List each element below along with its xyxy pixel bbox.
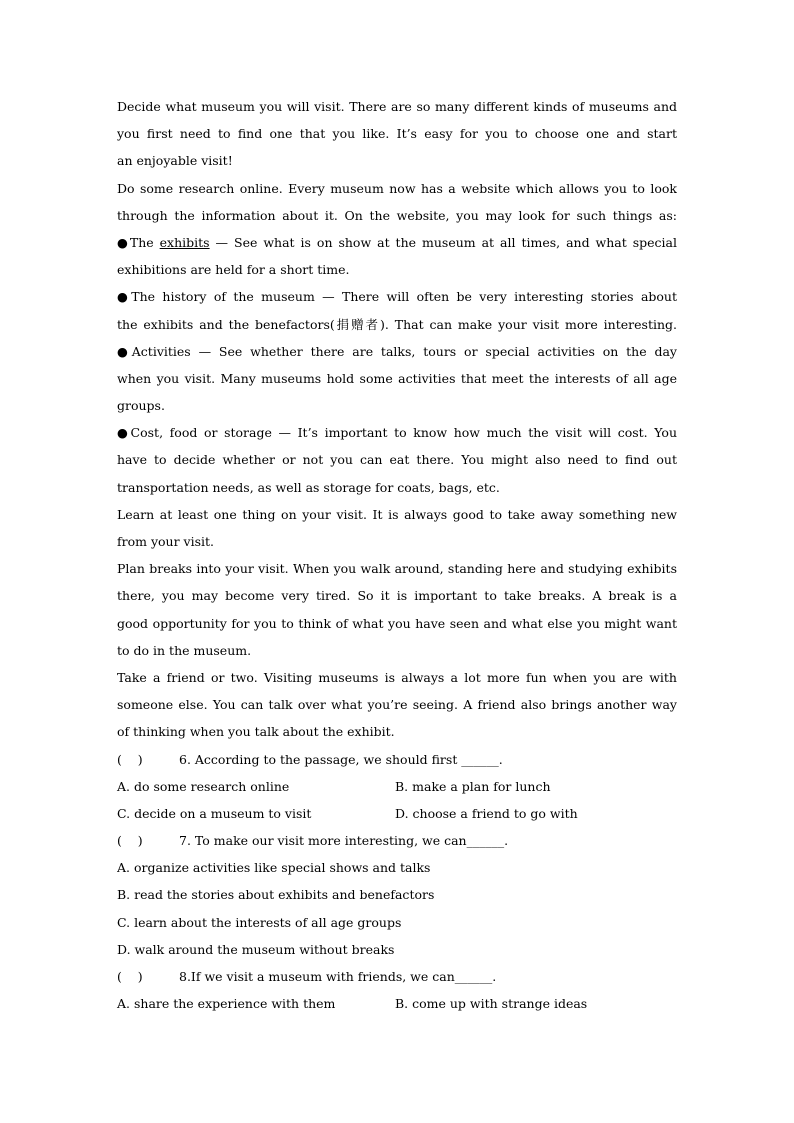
option-a[interactable]: A. organize activities like special shows and talks [117,860,431,876]
passage-line: to do in the museum. [117,642,252,658]
passage-line: someone else. You can talk over what you’re seeing. A friend also brings another way [117,697,677,713]
passage-line: from your visit. [117,534,215,549]
passage-line: of thinking when you talk about the exhibit. [117,724,395,740]
options-row [117,990,677,1017]
underlined-word-exhibits: exhibits [159,234,210,250]
passage-line: groups. [117,398,165,414]
bullet-activities: ●Activities — See whether there are talks, tours or special activities on the day [117,343,677,359]
document-page [117,93,677,1017]
passage-line: Do some research online. Every museum now has a website which allows you to look [117,180,677,196]
passage-line: the exhibits and the benefactors(捐赠者). That can make your visit more interesting. [117,316,677,332]
bullet-rest: — See what is on show at the museum at all times, and what special [209,234,677,250]
passage-line: when you visit. Many museums hold some activities that meet the interests of all age [117,370,677,386]
bullet-cost: ●Cost, food or storage — It’s important to know how much the visit will cost. You [117,425,677,441]
passage-line: exhibitions are held for a short time. [117,262,350,278]
passage-line: there, you may become very tired. So it is important to take breaks. A break is a [117,588,677,604]
option-a[interactable]: A. do some research online [117,778,290,794]
option-d[interactable]: D. walk around the museum without breaks [117,941,395,957]
question-stem: 7. To make our visit more interesting, we can______. [179,833,509,849]
passage-line: Plan breaks into your visit. When you walk around, standing here and studying exhibits [117,561,677,577]
passage-line: you first need to find one that you like. It’s easy for you to choose one and start [117,126,677,142]
passage-line: through the information about it. On the website, you may look for such things as: [117,207,677,223]
passage-line: Take a friend or two. Visiting museums is always a lot more fun when you are with [117,669,677,685]
options-row [117,800,677,827]
passage-line: transportation needs, as well as storage for coats, bags, etc. [117,479,500,495]
option-b[interactable]: B. come up with strange ideas [395,996,588,1012]
question-stem: 6. According to the passage, we should first ______. [179,751,503,767]
question-6 [117,746,677,773]
answer-blank[interactable]: ( ) [117,751,143,767]
bullet-exhibits [117,229,677,256]
passage-line: Decide what museum you will visit. There are so many different kinds of museums and [117,99,677,114]
passage-line: good opportunity for you to think of what you have seen and what else you might want [117,615,677,631]
answer-blank[interactable]: ( ) [117,833,143,849]
question-8 [117,963,677,990]
answer-blank[interactable]: ( ) [117,969,143,984]
option-b[interactable]: B. make a plan for lunch [395,778,551,794]
option-c[interactable]: C. learn about the interests of all age groups [117,914,402,930]
bullet-history: ●The history of the museum — There will often be very interesting stories about [117,289,677,305]
option-b[interactable]: B. read the stories about exhibits and benefactors [117,887,435,903]
bullet-lead: ●The [117,234,160,250]
option-c[interactable]: C. decide on a museum to visit [117,805,312,821]
option-a[interactable]: A. share the experience with them [117,996,336,1012]
question-7 [117,827,677,854]
question-stem: 8.If we visit a museum with friends, we can______. [179,969,497,984]
options-row [117,773,677,800]
passage-line: an enjoyable visit! [117,153,233,169]
passage-line: Learn at least one thing on your visit. It is always good to take away something new [117,506,677,522]
passage-line: have to decide whether or not you can eat there. You might also need to find out [117,452,677,468]
option-d[interactable]: D. choose a friend to go with [395,805,578,821]
